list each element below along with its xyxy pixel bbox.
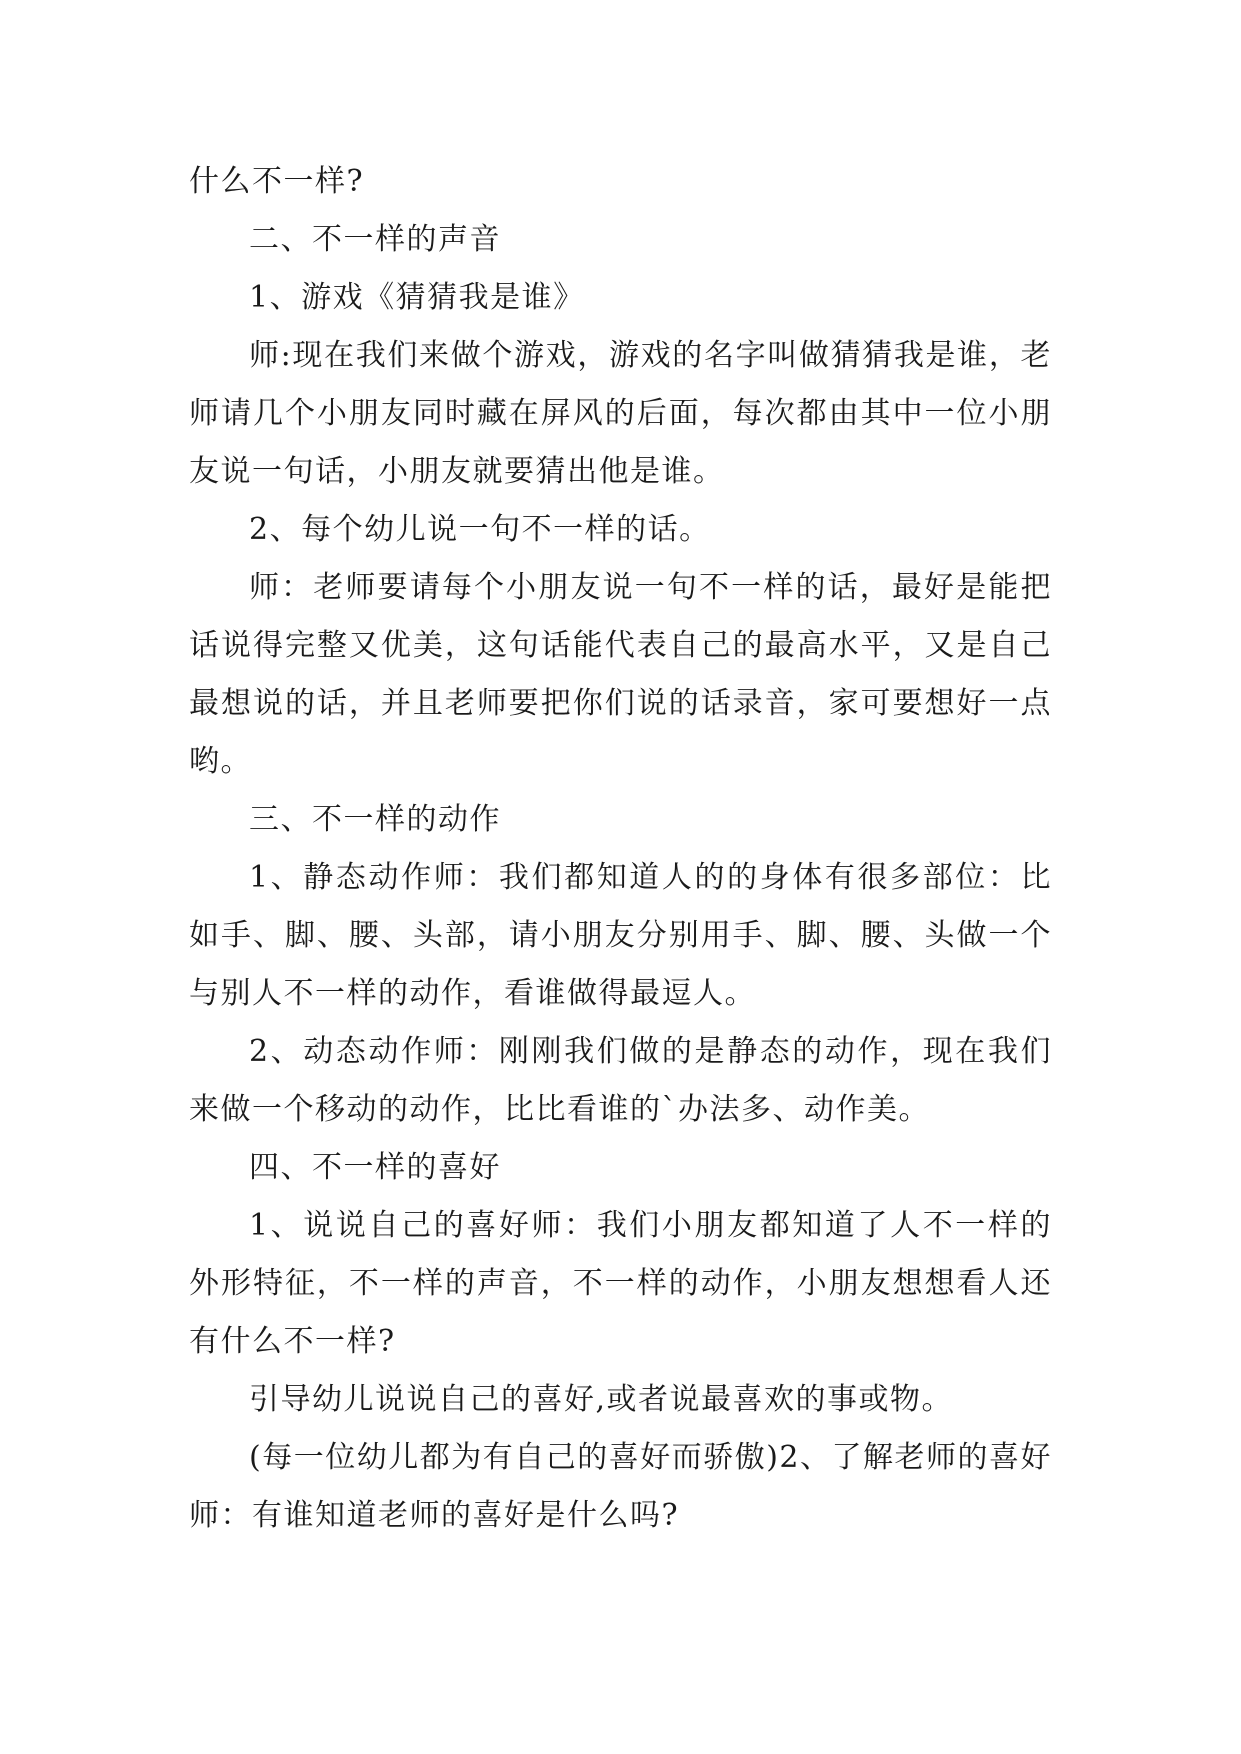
subsection-heading: 1、游戏《猜猜我是谁》 [249,280,585,315]
section-heading: 三、不一样的动作 [249,802,501,837]
section-heading: 二、不一样的声音 [249,222,501,257]
paragraph: 引导幼儿说说自己的喜好,或者说最喜欢的事或物。 [249,1382,954,1417]
paragraph: 师:现在我们来做个游戏，游戏的名字叫做猜猜我是谁，老师请几个小朋友同时藏在屏风的后面，每次都由其中一位小朋友说一句话，小朋友就要猜出他是谁。 [189,338,1052,489]
paragraph: 什么不一样? [189,164,365,199]
section-heading: 四、不一样的喜好 [249,1150,501,1185]
paragraph: 师：老师要请每个小朋友说一句不一样的话，最好是能把话说得完整又优美，这句话能代表自己的最高水平，又是自己最想说的话，并且老师要把你们说的话录音，家可要想好一点哟。 [189,570,1052,779]
document-body [189,153,1052,1545]
paragraph: 1、说说自己的喜好师：我们小朋友都知道了人不一样的外形特征，不一样的声音，不一样的动作，小朋友想想看人还有什么不一样? [189,1208,1052,1359]
paragraph: 2、动态动作师：刚刚我们做的是静态的动作，现在我们来做一个移动的动作，比比看谁的`办法多、动作美。 [189,1034,1052,1127]
paragraph: 1、静态动作师：我们都知道人的的身体有很多部位：比如手、脚、腰、头部，请小朋友分别用手、脚、腰、头做一个与别人不一样的动作，看谁做得最逗人。 [189,860,1052,1011]
subsection-heading: 2、每个幼儿说一句不一样的话。 [249,512,711,547]
paragraph: (每一位幼儿都为有自己的喜好而骄傲)2、了解老师的喜好师：有谁知道老师的喜好是什么吗? [189,1440,1052,1533]
